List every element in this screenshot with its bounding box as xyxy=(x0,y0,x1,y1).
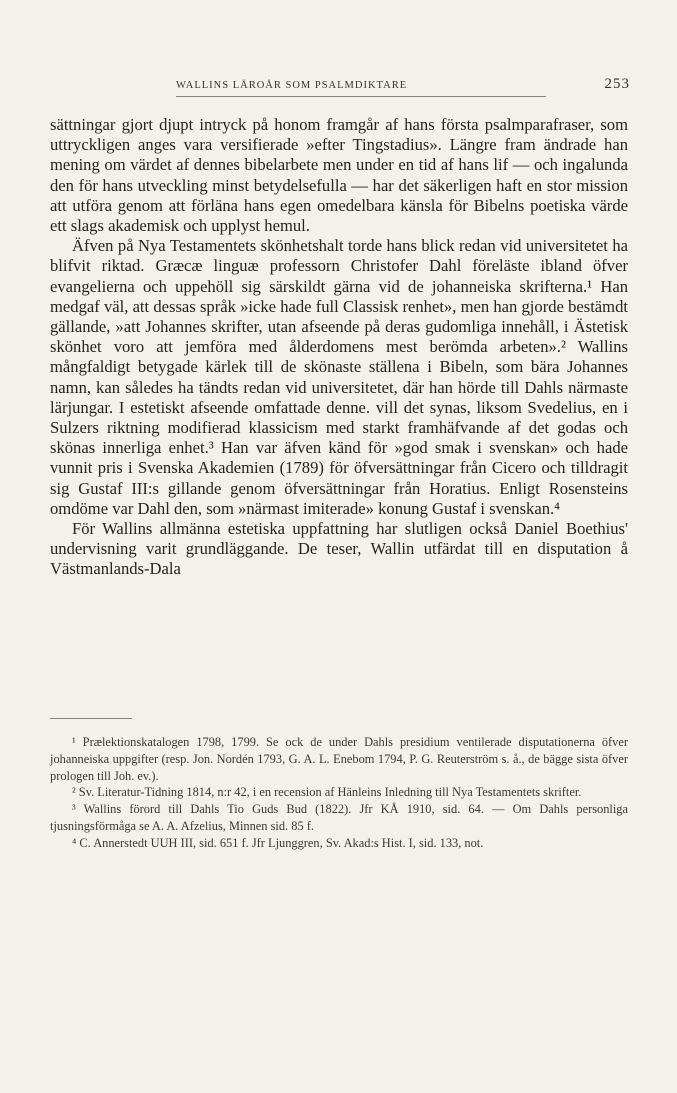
page-number: 253 xyxy=(604,76,630,92)
footnote-rule xyxy=(50,718,132,719)
body-text xyxy=(50,115,628,580)
paragraph-2: Äfven på Nya Testamentets skönhetshalt torde hans blick redan vid universitetet ha blifvit riktad. Græcæ linguæ professorn Christofer Dahl föreläste ibland öfver evangelierna och uppehöll sig särskildt gärna vid de johanneiska skrifterna.¹ Han medgaf väl, att dessas språk »icke hade full Classisk renhet», men han gjorde bestämdt gällande, »att Johannes skrifter, utan afseende på deras gudomliga innehåll, i Ästetisk skönhet voro att jemföra med ålderdomens mest berömda arbeten».² Wallins mångfaldigt betygade kärlek till de skönaste ställena i Bibeln, som bära Johannes namn, kan således ha tändts redan vid universitetet, där han hörde till Dahls närmaste lärjungar. I estetiskt afseende omfattade denne. vill det synas, liksom Svedelius, en i Sulzers riktning modifierad klassicism med starkt framhäfvande af det godas och skönas innerliga enhet.³ Han var äfven känd för »god smak i svenskan» och hade vunnit pris i Svenska Akademien (1789) för öfversättningar från Cicero och tilldragit sig Gustaf III:s gillande genom öfversättningar från Horatius. Enligt Rosensteins omdöme var Dahl den, som »närmast imiterade» konung Gustaf i svenskan.⁴ xyxy=(50,236,628,518)
paragraph-3: För Wallins allmänna estetiska uppfattning har slutligen också Daniel Boethius' undervisning varit grundläggande. De teser, Wallin utfärdat till en disputation å Västmanlands-Dala xyxy=(50,519,628,579)
header-rule xyxy=(176,96,546,97)
paragraph-1: sättningar gjort djupt intryck på honom framgår af hans första psalmparafraser, som uttryckligen anges vara versifierade »efter Tingstadius». Längre fram ändrade han mening om värdet af dennes bibelarbete men under en tid af hans lif — och ingalunda den för hans utveckling minst betydelsefulla — har det säkerligen haft en stor mission att utföra genom att förläna hans egen omedelbara känsla för Bibelns poetiska värde ett slags akademisk och upplyst hemul. xyxy=(50,115,628,236)
footnote-4: ⁴ C. Annerstedt UUH III, sid. 651 f. Jfr Ljunggren, Sv. Akad:s Hist. I, sid. 133, not. xyxy=(72,835,484,850)
footnote-2: ² Sv. Literatur-Tidning 1814, n:r 42, i en recension af Hänleins Inledning till Nya Testamentets skrifter. xyxy=(72,785,582,800)
footnote-1: ¹ Prælektionskatalogen 1798, 1799. Se ock de under Dahls presidium ventilerade disputationerna öfver johanneiska uppgifter (resp. Jon. Nordén 1793, G. A. L. Enebom 1794, P. G. Reuterström s. å., de bägge sista öfver prologen till Joh. ev.). xyxy=(50,735,628,783)
footnotes xyxy=(50,734,628,852)
running-head: WALLINS LÄROÅR SOM PSALMDIKTARE xyxy=(176,80,408,91)
footnote-3: ³ Wallins förord till Dahls Tio Guds Bud (1822). Jfr KÅ 1910, sid. 64. — Om Dahls personliga tjusningsförmåga se A. A. Afzelius, Minnen sid. 85 f. xyxy=(50,802,628,833)
page-header xyxy=(50,76,630,98)
